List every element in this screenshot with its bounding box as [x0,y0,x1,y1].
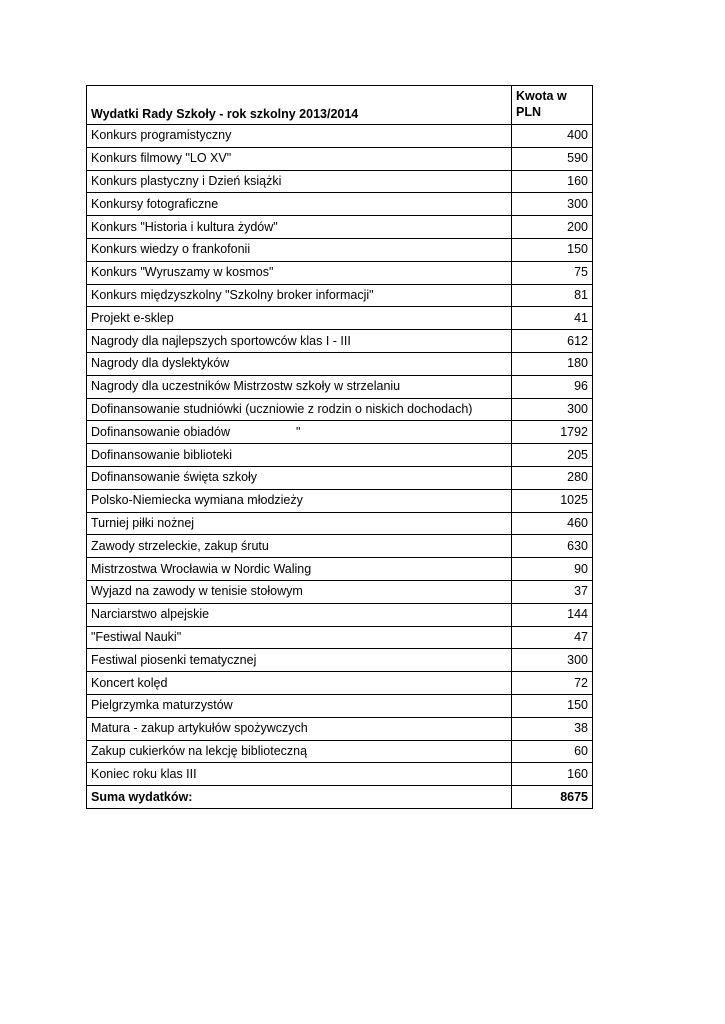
expense-label: Konkurs "Historia i kultura żydów" [91,219,278,234]
expense-amount: 160 [512,763,593,786]
expense-amount: 47 [512,626,593,649]
table-row [87,466,593,489]
expense-amount: 200 [512,216,593,239]
expense-amount: 205 [512,444,593,467]
expense-label: Koncert kolęd [91,675,168,690]
table-row [87,398,593,421]
expense-label-cell [87,261,512,284]
ditto-mark: " [295,424,301,439]
expense-amount: 96 [512,375,593,398]
table-row [87,694,593,717]
expense-label-cell [87,466,512,489]
expense-label-cell [87,444,512,467]
expense-label-cell [87,535,512,558]
expense-label: Konkurs wiedzy o frankofonii [91,242,251,257]
table-row [87,558,593,581]
expense-label: Dofinansowanie święta szkoły [91,470,258,485]
table-row [87,489,593,512]
expense-amount: 630 [512,535,593,558]
expense-label: "Festiwal Nauki" [91,629,182,644]
expense-amount: 75 [512,261,593,284]
expense-label: Projekt e-sklep [91,310,174,325]
expense-amount: 90 [512,558,593,581]
expense-amount: 38 [512,717,593,740]
table-row [87,626,593,649]
expense-amount: 180 [512,352,593,375]
table-row [87,672,593,695]
expense-label-cell [87,580,512,603]
expense-amount: 1792 [512,421,593,444]
expense-label: Dofinansowanie biblioteki [91,447,233,462]
expense-label: Konkursy fotograficzne [91,196,219,211]
expense-label-cell [87,170,512,193]
expense-label: Turniej piłki nożnej [91,515,195,530]
expense-label: Zawody strzeleckie, zakup śrutu [91,538,269,553]
expense-label: Konkurs programistyczny [91,128,232,143]
expense-amount: 41 [512,307,593,330]
table-row [87,512,593,535]
expense-amount: 144 [512,603,593,626]
table-row [87,421,593,444]
expense-amount: 612 [512,330,593,353]
expense-label: Wyjazd na zawody w tenisie stołowym [91,584,303,599]
expense-label-cell [87,763,512,786]
expense-amount: 300 [512,398,593,421]
table-row [87,763,593,786]
expense-label-cell [87,375,512,398]
expense-label-cell [87,740,512,763]
expense-amount: 37 [512,580,593,603]
expense-label-cell [87,238,512,261]
expense-label-cell [87,216,512,239]
expense-table [86,85,593,809]
expense-amount: 300 [512,193,593,216]
expense-label: Pielgrzymka maturzystów [91,698,233,713]
expense-label-cell [87,421,512,444]
description-column-header: Wydatki Rady Szkoły - rok szkolny 2013/2014 [87,86,512,125]
expense-label-cell [87,626,512,649]
expense-label-cell [87,307,512,330]
expense-label: Nagrody dla uczestników Mistrzostw szkoły w strzelaniu [91,379,401,394]
expense-label-cell [87,398,512,421]
expense-amount: 300 [512,649,593,672]
expense-label-cell [87,558,512,581]
total-amount: 8675 [512,786,593,809]
table-row [87,717,593,740]
expense-amount: 460 [512,512,593,535]
table-row [87,238,593,261]
table-row [87,352,593,375]
expense-amount: 590 [512,147,593,170]
expense-rows [87,125,593,786]
expense-label-cell [87,193,512,216]
table-row [87,216,593,239]
expense-amount: 160 [512,170,593,193]
table-row [87,740,593,763]
table-row [87,535,593,558]
expense-amount: 280 [512,466,593,489]
expense-label: Zakup cukierków na lekcję biblioteczną [91,743,308,758]
expense-label-cell [87,489,512,512]
table-row [87,580,593,603]
expense-label: Konkurs plastyczny i Dzień książki [91,173,282,188]
expense-label-cell [87,125,512,148]
expense-amount: 1025 [512,489,593,512]
expense-label: Nagrody dla dyslektyków [91,356,230,371]
table-row [87,330,593,353]
expense-label-cell [87,649,512,672]
expense-label-cell [87,717,512,740]
expense-label: Narciarstwo alpejskie [91,607,210,622]
table-row [87,193,593,216]
expense-label-cell [87,603,512,626]
table-row [87,603,593,626]
expense-amount: 150 [512,238,593,261]
expense-label: Konkurs "Wyruszamy w kosmos" [91,265,274,280]
table-row [87,444,593,467]
expense-label: Konkurs międzyszkolny "Szkolny broker informacji" [91,287,374,302]
table-header-row [87,86,593,125]
expense-label-cell [87,512,512,535]
expense-label: Dofinansowanie studniówki (uczniowie z rodzin o niskich dochodach) [91,401,473,416]
total-row [87,786,593,809]
expense-label-cell [87,672,512,695]
expense-label: Dofinansowanie obiadów [91,424,230,439]
table-row [87,649,593,672]
expense-label-cell [87,352,512,375]
total-label: Suma wydatków: [87,786,512,809]
expense-amount: 72 [512,672,593,695]
expense-label-cell [87,330,512,353]
table-row [87,170,593,193]
expense-amount: 150 [512,694,593,717]
table-row [87,125,593,148]
expense-label: Matura - zakup artykułów spożywczych [91,721,308,736]
table-row [87,375,593,398]
expense-label-cell [87,284,512,307]
expense-amount: 60 [512,740,593,763]
table-row [87,284,593,307]
expense-amount: 400 [512,125,593,148]
expense-label: Festiwal piosenki tematycznej [91,652,257,667]
expense-label: Nagrody dla najlepszych sportowców klas I - III [91,333,351,348]
amount-column-header: Kwota w PLN [512,86,593,125]
table-row [87,261,593,284]
expense-label: Konkurs filmowy "LO XV" [91,151,232,166]
expense-label: Koniec roku klas III [91,766,197,781]
table-row [87,147,593,170]
expense-label: Polsko-Niemiecka wymiana młodzieży [91,493,303,508]
expense-sheet [86,85,592,809]
table-row [87,307,593,330]
expense-amount: 81 [512,284,593,307]
expense-label: Mistrzostwa Wrocławia w Nordic Waling [91,561,312,576]
expense-label-cell [87,694,512,717]
expense-label-cell [87,147,512,170]
